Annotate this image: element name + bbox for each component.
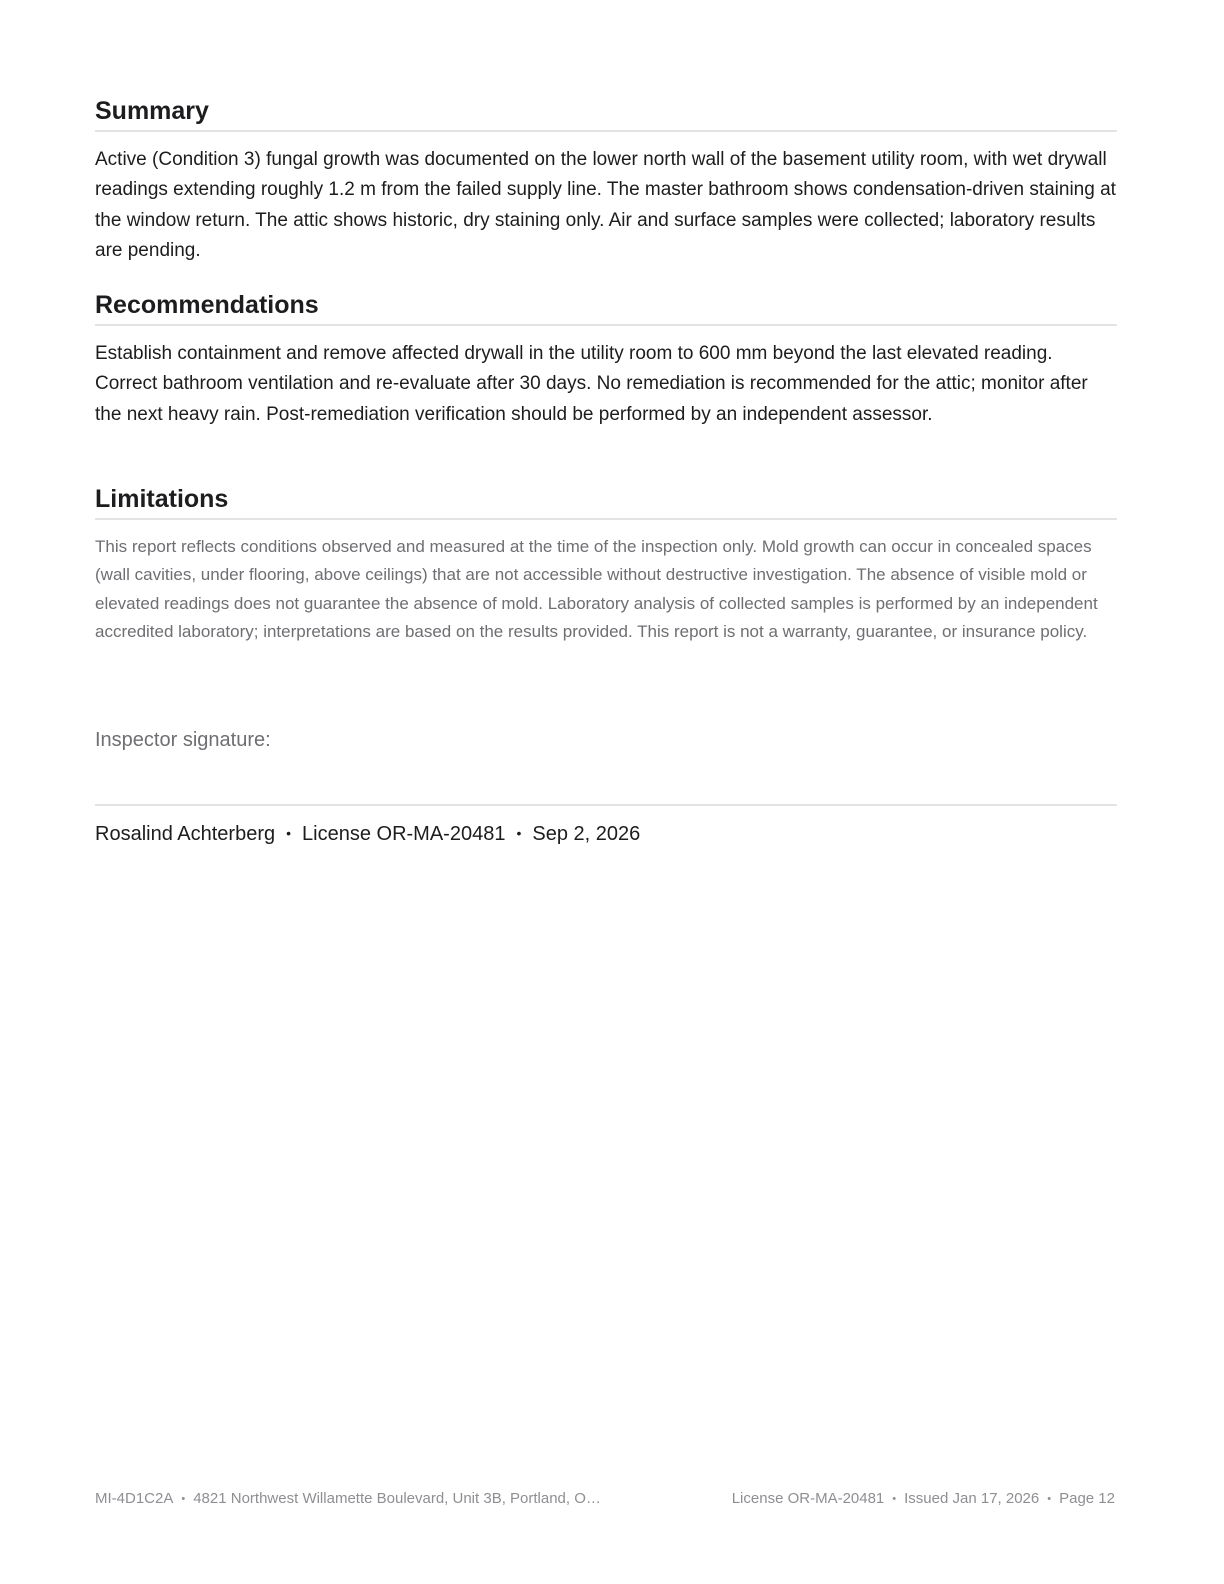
footer-separator: •	[892, 1493, 897, 1505]
footer-license: License OR-MA-20481	[731, 1490, 885, 1507]
summary-heading: Summary	[95, 96, 1117, 132]
limitations-heading: Limitations	[95, 484, 1117, 520]
recommendations-section	[95, 290, 1117, 430]
recommendations-text: Establish containment and remove affected drywall in the utility room to 600 mm beyond the last elevated reading. Correct bathroom ventilation and re-evaluate after 30 days. No remediation is recommended for the attic; monitor after the next heavy rain. Post-remediation verification should be performed by an independent assessor.	[95, 343, 1088, 425]
footer-address: 4821 Northwest Willamette Boulevard, Unit 3B, Portland, O…	[193, 1490, 601, 1507]
footer-page-number: Page 12	[1059, 1490, 1115, 1507]
recommendations-heading: Recommendations	[95, 290, 1117, 326]
inspector-license: License OR-MA-20481	[302, 823, 506, 845]
footer-separator: •	[181, 1493, 186, 1505]
limitations-text: This report reflects conditions observed and measured at the time of the inspection only. Mold growth can occur in concealed spaces (wall cavities, under flooring, above ceilings) that are not accessible without destructive investigation. The absence of visible mold or elevated readings does not guarantee the absence of mold. Laboratory analysis of collected samples is performed by an independent accredited laboratory; interpretations are based on the results provided. This report is not a warranty, guarantee, or insurance policy.	[95, 537, 1098, 641]
signature-line	[95, 804, 1117, 806]
signature-date: Sep 2, 2026	[532, 823, 641, 845]
footer-separator: •	[1047, 1493, 1052, 1505]
footer-right	[732, 1488, 1115, 1510]
inspector-name: Rosalind Achterberg	[95, 823, 276, 845]
summary-text: Active (Condition 3) fungal growth was documented on the lower north wall of the basement utility room, with wet drywall readings extending roughly 1.2 m from the failed supply line. The master bathroom shows condensation-driven staining at the window return. The attic shows historic, dry staining only. Air and surface samples were collected; laboratory results are pending.	[95, 149, 1116, 261]
footer-report-id: MI-4D1C2A	[95, 1490, 174, 1507]
separator-dot: •	[516, 825, 522, 841]
footer-left	[95, 1488, 660, 1510]
footer-issued-date: Issued Jan 17, 2026	[904, 1490, 1040, 1507]
separator-dot: •	[286, 825, 292, 841]
limitations-section	[95, 484, 1117, 646]
summary-section	[95, 96, 1117, 266]
signer-info	[95, 818, 640, 849]
signature-label: Inspector signature:	[95, 729, 271, 751]
